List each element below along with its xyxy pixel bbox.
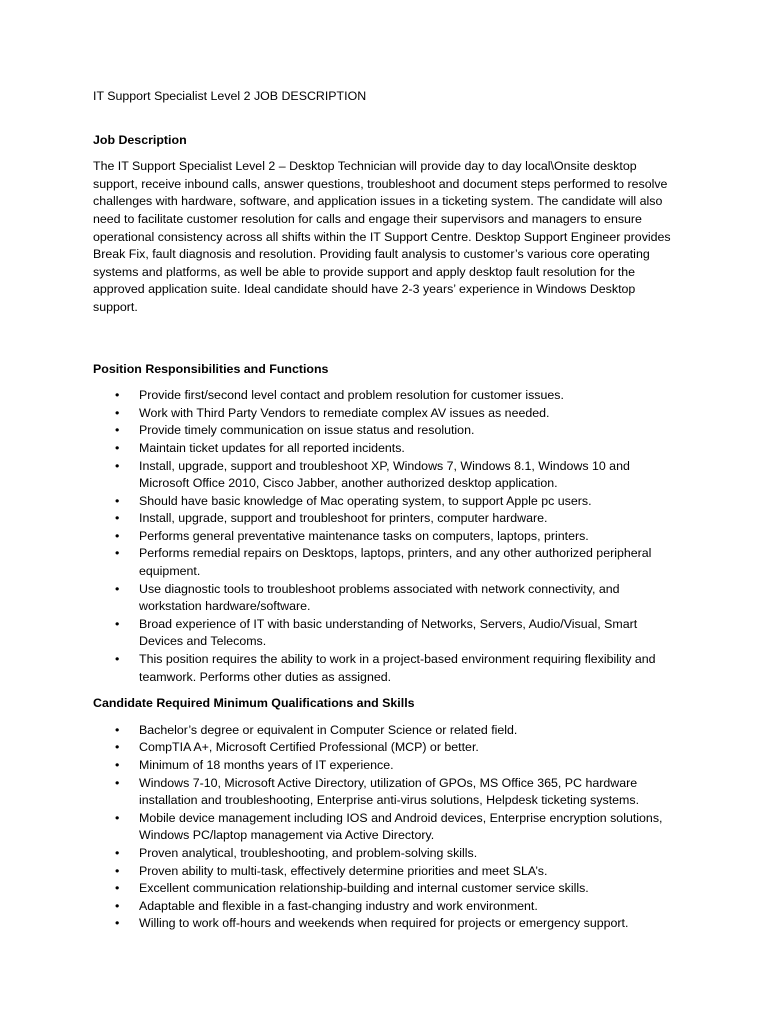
list-item-text: Willing to work off-hours and weekends when required for projects or emergency support. [139, 916, 629, 931]
list-item [93, 757, 673, 775]
bullet-icon: • [115, 388, 120, 403]
list-item [93, 440, 673, 458]
responsibilities-heading: Position Responsibilities and Functions [93, 361, 329, 376]
list-item [93, 422, 673, 440]
list-item-text: Mobile device management including IOS and Android devices, Enterprise encryption solutions, Windows PC/laptop management via Active Directory. [139, 810, 663, 843]
responsibilities-list [93, 387, 673, 686]
list-item [93, 616, 673, 651]
list-item-text: CompTIA A+, Microsoft Certified Professional (MCP) or better. [139, 740, 479, 755]
bullet-icon: • [115, 722, 120, 737]
list-item [93, 915, 673, 933]
list-item-text: Bachelor’s degree or equivalent in Computer Science or related field. [139, 722, 518, 737]
bullet-icon: • [115, 493, 120, 508]
list-item-text: Excellent communication relationship-building and internal customer service skills. [139, 881, 589, 896]
bullet-icon: • [115, 863, 120, 878]
bullet-icon: • [115, 528, 120, 543]
list-item-text: Provide timely communication on issue status and resolution. [139, 423, 475, 438]
bullet-icon: • [115, 810, 120, 825]
list-item-text: Proven ability to multi-task, effectively determine priorities and meet SLA’s. [139, 863, 548, 878]
bullet-icon: • [115, 652, 120, 667]
bullet-icon: • [115, 916, 120, 931]
bullet-icon: • [115, 740, 120, 755]
bullet-icon: • [115, 845, 120, 860]
document-page [93, 88, 673, 942]
list-item-text: Install, upgrade, support and troubleshoot for printers, computer hardware. [139, 511, 548, 526]
list-item-text: Should have basic knowledge of Mac operating system, to support Apple pc users. [139, 493, 592, 508]
job-description-paragraph: The IT Support Specialist Level 2 – Desktop Technician will provide day to day local\Onsite desktop support, receive inbound calls, answer questions, troubleshoot and document steps performed to resolve challenges with hardware, software, and application issues in a ticketing system. The candidate will also need to facilitate customer resolution for calls and engage their supervisors and managers to ensure operational consistency across all shifts within the IT Support Centre. Desktop Support Engineer provides Break Fix, fault diagnosis and resolution. Providing fault analysis to customer’s various core operating systems and platforms, as well be able to provide support and apply desktop fault resolution for the approved application suite. Ideal candidate should have 2-3 years’ experience in Windows Desktop support. [93, 159, 671, 314]
list-item [93, 458, 673, 493]
list-item-text: Minimum of 18 months years of IT experience. [139, 758, 394, 772]
bullet-icon: • [115, 581, 120, 596]
bullet-icon: • [115, 881, 120, 896]
list-item-text: Broad experience of IT with basic understanding of Networks, Servers, Audio/Visual, Smart Devices and Telecoms. [139, 616, 638, 649]
bullet-icon: • [115, 440, 120, 455]
list-item-text: Install, upgrade, support and troubleshoot XP, Windows 7, Windows 8.1, Windows 10 and Microsoft Office 2010, Cisco Jabber, another authorized desktop application. [139, 458, 630, 491]
bullet-icon: • [115, 758, 120, 772]
qualifications-heading: Candidate Required Minimum Qualifications and Skills [93, 696, 415, 711]
list-item [93, 405, 673, 423]
list-item [93, 651, 673, 686]
list-item [93, 722, 673, 740]
bullet-icon: • [115, 423, 120, 438]
bullet-icon: • [115, 775, 120, 790]
list-item-text: Performs general preventative maintenance tasks on computers, laptops, printers. [139, 528, 589, 543]
bullet-icon: • [115, 898, 120, 913]
list-item-text: This position requires the ability to work in a project-based environment requiring flexibility and teamwork. Performs other duties as assigned. [139, 652, 656, 684]
bullet-icon: • [115, 405, 120, 420]
list-item [93, 387, 673, 405]
qualifications-list [93, 722, 673, 933]
list-item-text: Provide first/second level contact and problem resolution for customer issues. [139, 388, 564, 403]
list-item-text: Adaptable and flexible in a fast-changing industry and work environment. [139, 898, 538, 913]
list-item-text: Work with Third Party Vendors to remediate complex AV issues as needed. [139, 405, 550, 420]
bullet-icon: • [115, 458, 120, 473]
list-item [93, 845, 673, 863]
list-item [93, 863, 673, 881]
list-item [93, 581, 673, 616]
list-item [93, 493, 673, 511]
bullet-icon: • [115, 546, 120, 561]
list-item [93, 545, 673, 580]
list-item [93, 739, 673, 757]
list-item [93, 898, 673, 916]
bullet-icon: • [115, 511, 120, 526]
list-item-text: Use diagnostic tools to troubleshoot problems associated with network connectivity, and workstation hardware/software. [139, 581, 620, 614]
list-item [93, 528, 673, 546]
list-item-text: Performs remedial repairs on Desktops, laptops, printers, and any other authorized peripheral equipment. [139, 546, 652, 579]
document-title: IT Support Specialist Level 2 JOB DESCRIPTION [93, 89, 367, 103]
list-item [93, 510, 673, 528]
list-item-text: Windows 7-10, Microsoft Active Directory, utilization of GPOs, MS Office 365, PC hardware installation and troubleshooting, Enterprise anti-virus solutions, Helpdesk ticketing systems. [139, 775, 640, 808]
job-description-heading: Job Description [93, 132, 187, 147]
list-item [93, 810, 673, 845]
list-item-text: Maintain ticket updates for all reported incidents. [139, 440, 405, 455]
list-item [93, 775, 673, 810]
list-item [93, 880, 673, 898]
bullet-icon: • [115, 616, 120, 631]
list-item-text: Proven analytical, troubleshooting, and problem-solving skills. [139, 845, 478, 860]
